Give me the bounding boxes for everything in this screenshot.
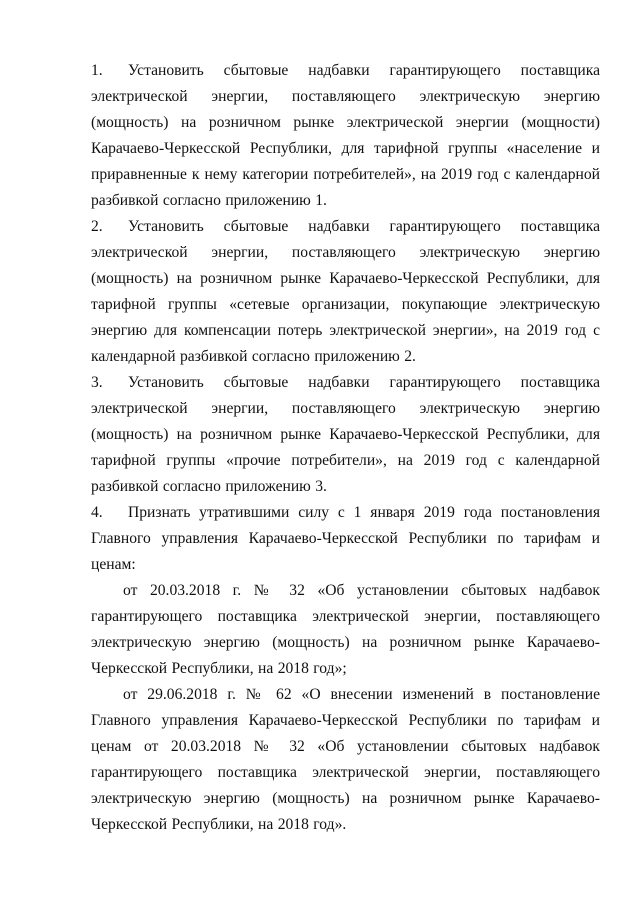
item-text: Установить сбытовые надбавки гарантирующего поставщика электрической энергии, поставляющего электрическую энергию (мощность) на розничном рынке Карачаево-Черкесской Республики, для тарифной группы «прочие потребители», на 2019 год с календарной разбивкой согласно приложению 3. <box>91 374 600 495</box>
item-4 <box>91 500 600 578</box>
item-number: 4. <box>91 504 103 521</box>
item-1 <box>91 58 600 214</box>
sub-item-1: от 20.03.2018 г. № 32 «Об установлении сбытовых надбавок гарантирующего поставщика электрической энергии, поставляющего электрическую энергию (мощность) на розничном рынке Карачаево-Черкесской Республики, на 2018 год»; <box>91 582 600 677</box>
item-number: 3. <box>91 374 103 391</box>
item-text: Установить сбытовые надбавки гарантирующего поставщика электрической энергии, поставляющего электрическую энергию (мощность) на розничном рынке Карачаево-Черкесской Республики, для тарифной группы «сетевые организации, покупающие электрическую энергию для компенсации потерь электрической энергии», на 2019 год с календарной разбивкой согласно приложению 2. <box>91 218 600 365</box>
item-text: Признать утратившими силу с 1 января 2019 года постановления Главного управления Карачаево-Черкесской Республики по тарифам и ценам: <box>91 504 600 573</box>
sub-item-2: от 29.06.2018 г. № 62 «О внесении изменений в постановление Главного управления Карачаево-Черкесской Республики по тарифам и ценам от 20.03.2018 № 32 «Об установлении сбытовых надбавок гарантирующего поставщика электрической энергии, поставляющего электрическую энергию (мощность) на розничном рынке Карачаево-Черкесской Республики, на 2018 год». <box>91 686 600 833</box>
item-number: 1. <box>91 62 103 79</box>
item-2 <box>91 214 600 370</box>
item-3 <box>91 370 600 500</box>
item-text: Установить сбытовые надбавки гарантирующего поставщика электрической энергии, поставляющего электрическую энергию (мощность) на розничном рынке электрической энергии (мощности) Карачаево-Черкесской Республики, для тарифной группы «население и приравненные к нему категории потребителей», на 2019 год с календарной разбивкой согласно приложению 1. <box>91 62 600 209</box>
item-number: 2. <box>91 218 103 235</box>
